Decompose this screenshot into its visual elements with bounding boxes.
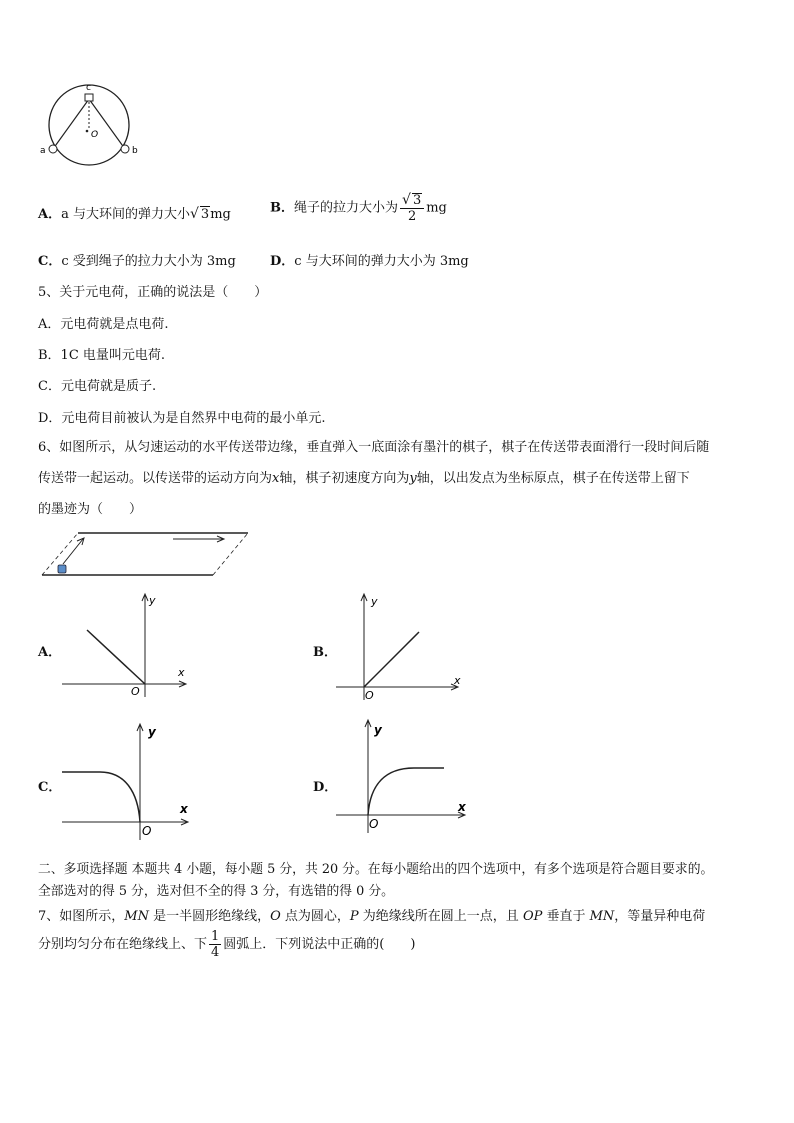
graph-a: [60, 592, 210, 702]
q7-stem-line1: 7、如图所示，MN 是一半圆形绝缘线，O 点为圆心，P 为绝缘线所在圆上一点，且 OP 垂直于 MN，等量异种电荷: [38, 909, 706, 924]
q4-option-a: A．a 与大环间的弹力大小√ 3mg: [38, 206, 231, 222]
q6-stem-line2: 传送带一起运动。以传送带的运动方向为x轴，棋子初速度方向为y轴，以出发点为坐标原点，棋子在传送带上留下: [38, 471, 690, 486]
q4-option-d: D．c 与大环间的弹力大小为 3mg: [270, 254, 469, 269]
trace-line: [87, 630, 145, 684]
small-ring-b: [121, 145, 129, 153]
label-a: a: [40, 146, 46, 156]
origin-label: O: [142, 824, 152, 838]
label-c: c: [86, 83, 91, 93]
q6-option-b-label: B．: [313, 645, 337, 660]
axis-y-label: y: [149, 594, 156, 607]
trace-curve: [368, 768, 444, 815]
graph-b: [334, 592, 484, 702]
axis-x-label: x: [458, 800, 466, 814]
small-ring-c: [85, 94, 93, 101]
axis-x-label: x: [454, 674, 461, 687]
small-ring-a: [49, 145, 57, 153]
q6-option-a-label: A．: [38, 645, 62, 660]
q5-option-c: C．元电荷就是质子.: [38, 379, 157, 394]
trace-curve: [62, 772, 140, 822]
q5-stem: 5、关于元电荷，正确的说法是（ ）: [38, 285, 268, 300]
origin-label: O: [369, 817, 379, 831]
q5-option-b: B．1C 电量叫元电荷.: [38, 348, 166, 363]
ring-diagram: [40, 80, 150, 170]
q5-option-a: A．元电荷就是点电荷.: [38, 317, 169, 332]
section2-intro-line2: 全部选对的得 5 分，选对但不全的得 3 分，有选错的得 0 分。: [38, 884, 394, 899]
q4-option-c: C．c 受到绳子的拉力大小为 3mg: [38, 254, 236, 269]
axis-y-label: y: [148, 725, 156, 739]
q6-option-d-label: D．: [313, 780, 338, 795]
axis-y-label: y: [371, 595, 378, 608]
axis-x-label: x: [178, 666, 185, 679]
piece-velocity-arrow: [63, 539, 83, 564]
chess-piece: [58, 565, 66, 573]
q7-stem-line2: 分别均匀分布在绝缘线上、下 $\frac{1}{4}$ 圆弧上．下列说法中正确的( ): [38, 929, 416, 960]
q6-stem-line1: 6、如图所示，从匀速运动的水平传送带边缘，垂直弹入一底面涂有墨汁的棋子，棋子在传送带表面滑行一段时间后随: [38, 440, 710, 455]
section2-intro-line1: 二、多项选择题 本题共 4 小题，每小题 5 分，共 20 分。在每小题给出的四个选项中，有多个选项是符合题目要求的。: [38, 862, 714, 877]
rope-ac: [53, 99, 89, 149]
q6-option-c-label: C．: [38, 780, 62, 795]
axis-y-label: y: [374, 723, 382, 737]
label-b: b: [132, 146, 138, 156]
q6-stem-line3: 的墨迹为（ ）: [38, 502, 143, 517]
q5-option-d: D．元电荷目前被认为是自然界中电荷的最小单元.: [38, 411, 326, 426]
origin-label: O: [365, 689, 374, 702]
trace-line: [364, 632, 419, 687]
conveyor-belt-diagram: [38, 528, 258, 583]
center-dot: [86, 130, 89, 133]
graph-d: [334, 716, 484, 836]
graph-c: [60, 722, 210, 842]
rope-bc: [89, 99, 125, 149]
axis-x-label: x: [180, 802, 188, 816]
q4-option-b: B．绳子的拉力大小为 $\frac{√ 3}{2}$ mg: [270, 192, 447, 224]
origin-label: O: [131, 685, 140, 698]
label-o: O: [91, 130, 99, 140]
